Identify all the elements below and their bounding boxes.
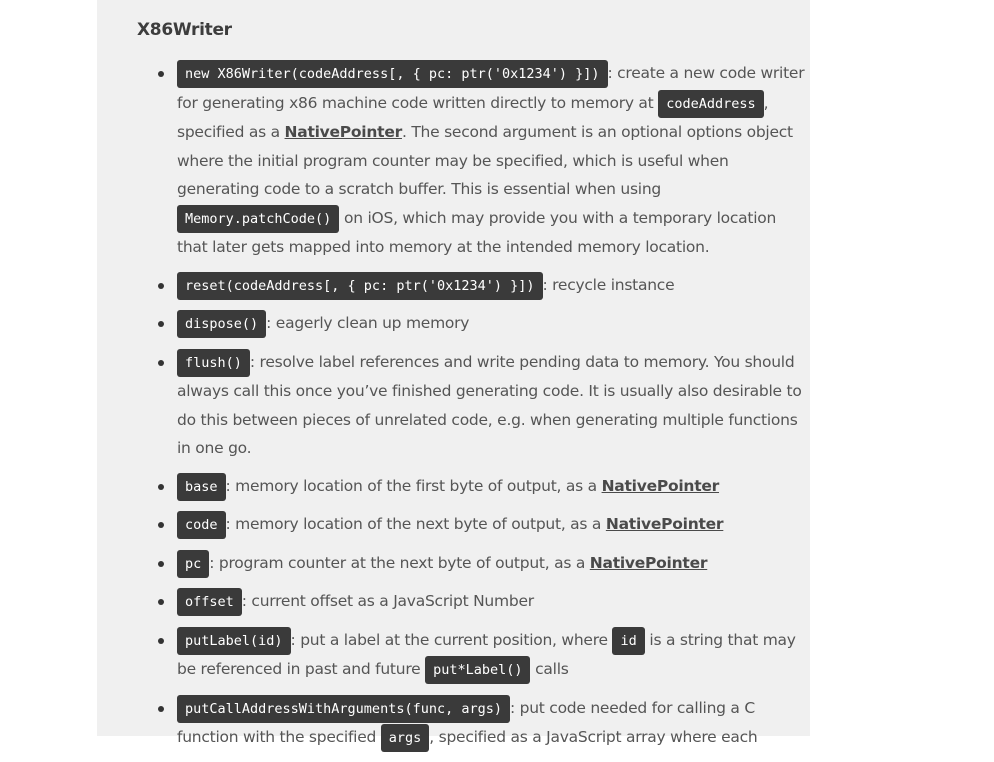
item-text: calls xyxy=(530,660,569,678)
item-text: : program counter at the next byte of output, as a xyxy=(209,553,590,572)
list-item xyxy=(177,271,809,301)
api-list xyxy=(137,59,809,762)
nativepointer-link[interactable]: NativePointer xyxy=(284,123,402,141)
code-snippet: pc xyxy=(177,550,209,578)
list-item xyxy=(177,510,809,540)
code-snippet: id xyxy=(612,627,644,655)
item-text: : create a new code writer for generating x86 machine code written directly to memory at xyxy=(177,64,805,112)
item-text: : memory location of the first byte of output, as a xyxy=(225,476,602,495)
list-item xyxy=(177,549,809,579)
nativepointer-link[interactable]: NativePointer xyxy=(589,553,708,572)
item-text: , specified as a JavaScript array where each xyxy=(429,728,758,746)
item-text: : resolve label references and write pending data to memory. You should always call this once you’ve finished generating code. It is usually also desirable to do this between pieces of unrelated code, e.g. when generating multiple functions in one go. xyxy=(177,352,802,457)
list-item xyxy=(177,59,809,262)
code-snippet: reset(codeAddress[, { pc: ptr('0x1234') }]) xyxy=(177,272,543,300)
item-text: : put a label at the current position, where xyxy=(290,630,613,649)
list-item xyxy=(177,587,809,617)
item-text: . The second argument is an optional options object where the initial program counter may be specified, which is useful when generating code to a scratch buffer. This is essential when using xyxy=(177,123,793,198)
list-item xyxy=(177,348,809,463)
list-item xyxy=(177,472,809,502)
nativepointer-link[interactable]: NativePointer xyxy=(601,476,720,495)
section-title: X86Writer xyxy=(137,20,232,40)
code-snippet: base xyxy=(177,473,226,501)
code-snippet: put*Label() xyxy=(425,656,530,684)
item-text: , specified as a xyxy=(177,93,769,141)
list-item xyxy=(177,626,809,685)
code-snippet: codeAddress xyxy=(658,90,763,118)
item-text: : current offset as a JavaScript Number xyxy=(241,592,534,610)
list-item xyxy=(177,694,809,753)
item-text: is a string that may be referenced in past and future xyxy=(177,630,796,678)
code-snippet: Memory.patchCode() xyxy=(177,205,339,233)
code-snippet: flush() xyxy=(177,349,250,377)
item-text: : eagerly clean up memory xyxy=(266,314,470,332)
nativepointer-link[interactable]: NativePointer xyxy=(605,515,724,533)
item-text: : put code needed for calling a C function with the specified xyxy=(177,698,755,746)
code-snippet: putLabel(id) xyxy=(177,627,291,655)
code-snippet: putCallAddressWithArguments(func, args) xyxy=(177,695,510,723)
code-snippet: new X86Writer(codeAddress[, { pc: ptr('0x1234') }]) xyxy=(177,60,608,88)
list-item xyxy=(177,309,809,339)
code-snippet: code xyxy=(177,511,226,539)
item-text: : memory location of the next byte of output, as a xyxy=(225,515,606,533)
code-snippet: dispose() xyxy=(177,310,266,338)
code-snippet: offset xyxy=(177,588,242,616)
item-text: : recycle instance xyxy=(542,275,675,294)
code-snippet: args xyxy=(381,724,430,752)
item-text: on iOS, which may provide you with a temporary location that later gets mapped into memory at the intended memory location. xyxy=(177,208,777,256)
